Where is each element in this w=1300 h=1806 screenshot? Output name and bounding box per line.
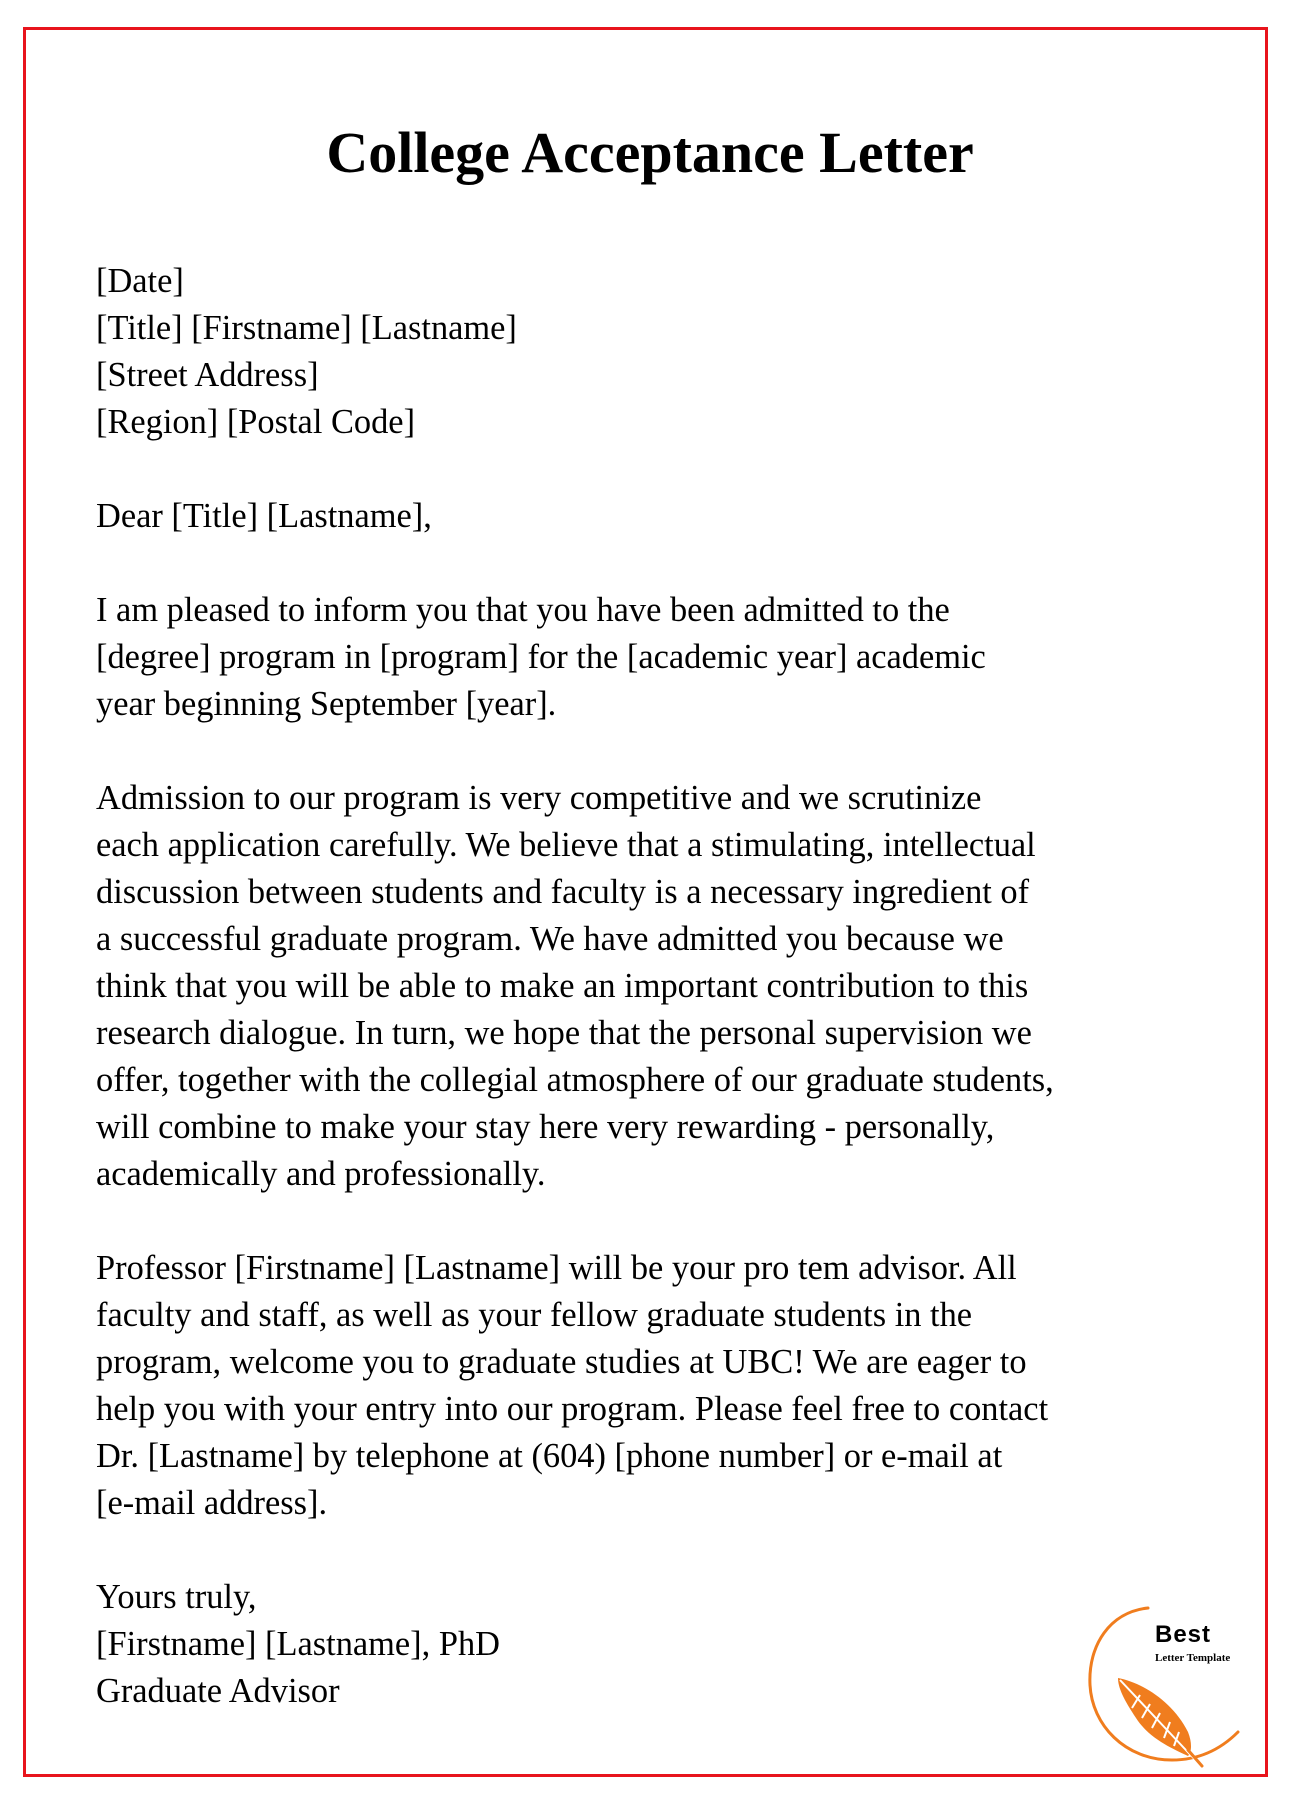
closing-signature: [96, 1574, 1216, 1715]
letter-title: College Acceptance Letter: [326, 120, 974, 185]
signer-title: Graduate Advisor: [96, 1672, 340, 1710]
address-name: [Title] [Firstname] [Lastname]: [96, 309, 517, 347]
paragraph-line: research dialogue. In turn, we hope that the personal supervision we: [96, 1014, 1032, 1052]
paragraph-line: year beginning September [year].: [96, 685, 557, 723]
letter-body: [96, 258, 1216, 1715]
paragraph-line: think that you will be able to make an important contribution to this: [96, 967, 1029, 1005]
paragraph-line: offer, together with the collegial atmosphere of our graduate students,: [96, 1061, 1054, 1099]
signer-name: [Firstname] [Lastname], PhD: [96, 1625, 500, 1663]
address-region: [Region] [Postal Code]: [96, 403, 416, 441]
paragraph-line: academically and professionally.: [96, 1155, 546, 1193]
paragraph-line: each application carefully. We believe that a stimulating, intellectual: [96, 826, 1036, 864]
logo-subtitle: Letter Template: [1155, 1652, 1231, 1664]
paragraph-line: [e-mail address].: [96, 1484, 328, 1522]
address-date: [Date]: [96, 262, 184, 300]
paragraph-advisor-contact: [96, 1245, 1216, 1527]
salutation-text: Dear [Title] [Lastname],: [96, 497, 432, 535]
paragraph-line: Dr. [Lastname] by telephone at (604) [phone number] or e-mail at: [96, 1437, 1003, 1475]
valediction: Yours truly,: [96, 1578, 257, 1616]
address-street: [Street Address]: [96, 356, 319, 394]
paragraph-admission-notice: [96, 587, 1216, 728]
paragraph-program-details: [96, 775, 1216, 1198]
paragraph-line: faculty and staff, as well as your fellow graduate students in the: [96, 1296, 973, 1334]
paragraph-line: Professor [Firstname] [Lastname] will be your pro tem advisor. All: [96, 1249, 1017, 1287]
recipient-address: [96, 258, 1216, 446]
paragraph-line: I am pleased to inform you that you have been admitted to the: [96, 591, 950, 629]
best-letter-template-logo: [1080, 1600, 1270, 1770]
salutation: [96, 493, 1216, 540]
paragraph-line: [degree] program in [program] for the [academic year] academic: [96, 638, 986, 676]
paragraph-line: a successful graduate program. We have admitted you because we: [96, 920, 1004, 958]
paragraph-line: Admission to our program is very competitive and we scrutinize: [96, 779, 982, 817]
paragraph-line: will combine to make your stay here very rewarding - personally,: [96, 1108, 995, 1146]
paragraph-line: discussion between students and faculty is a necessary ingredient of: [96, 873, 1030, 911]
paragraph-line: program, welcome you to graduate studies at UBC! We are eager to: [96, 1343, 1027, 1381]
paragraph-line: help you with your entry into our program. Please feel free to contact: [96, 1390, 1049, 1428]
logo-wordmark: Best: [1155, 1621, 1212, 1648]
